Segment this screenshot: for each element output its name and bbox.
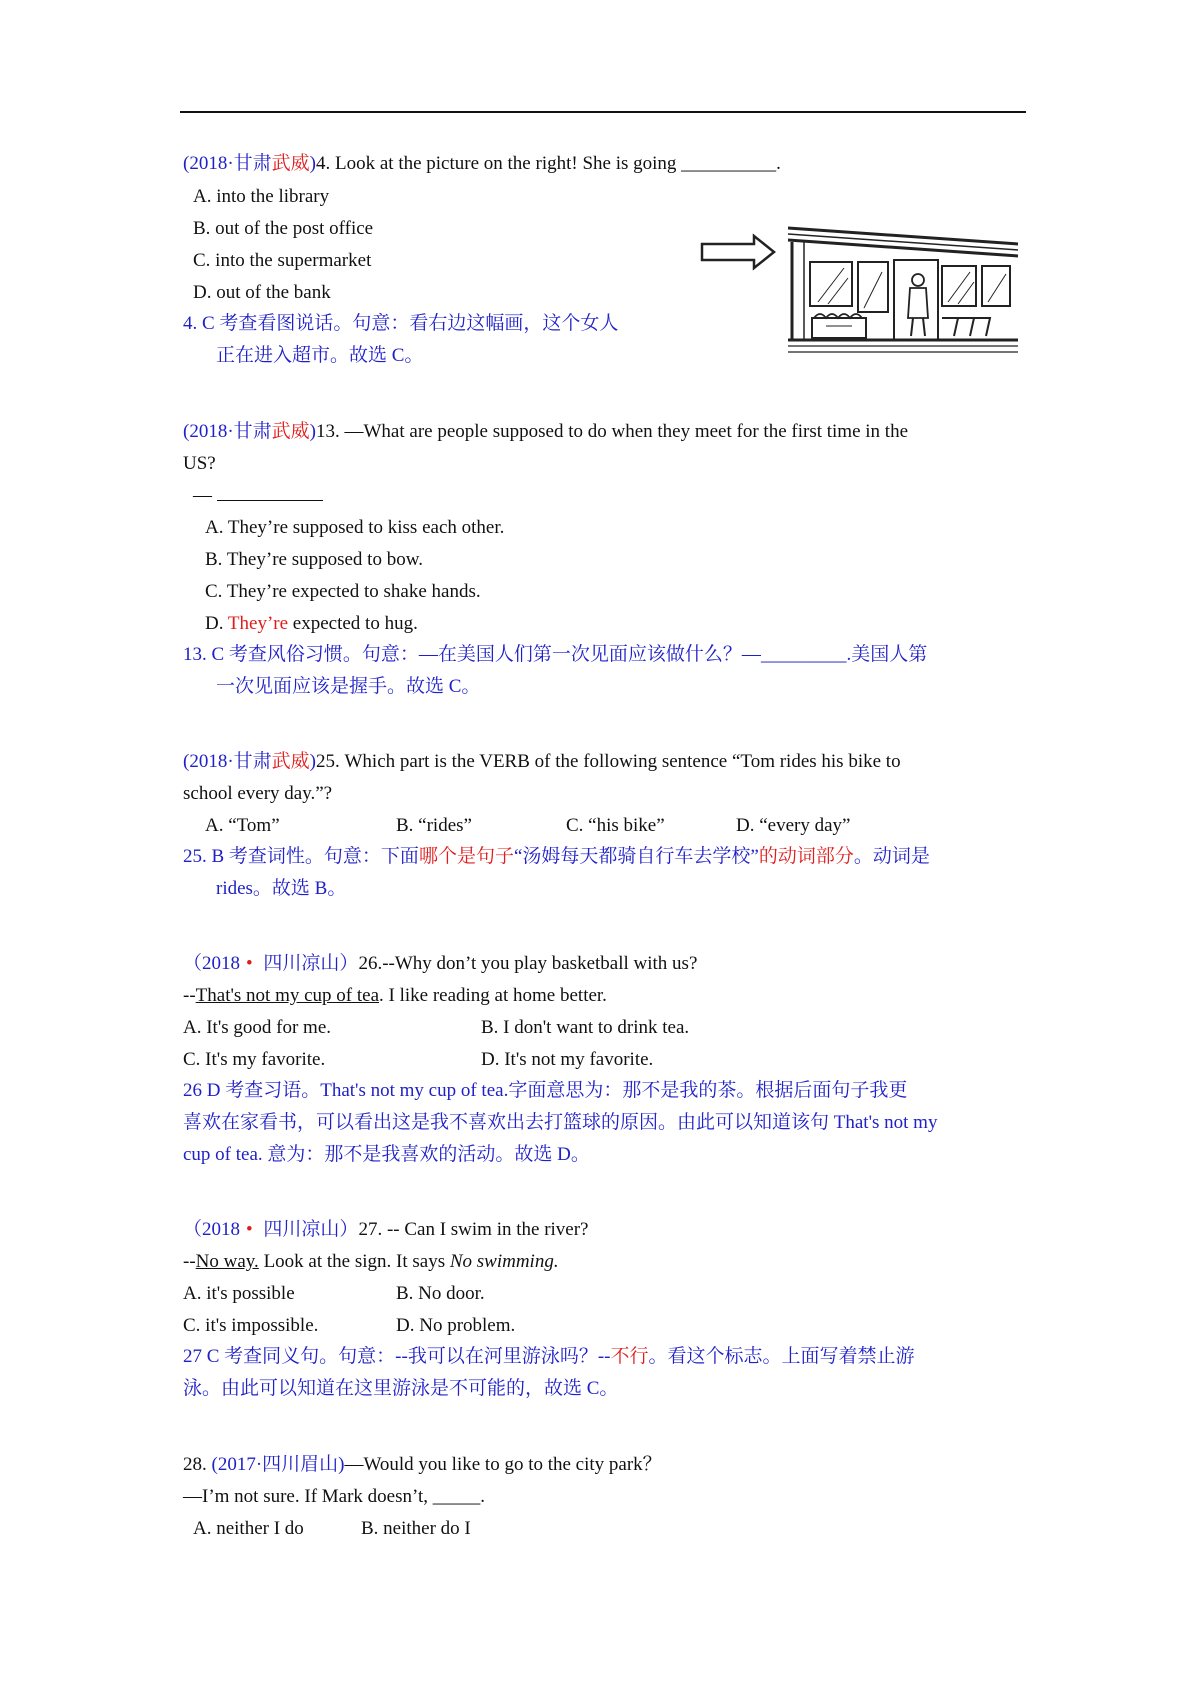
- q26-option-a: A. It's good for me.: [183, 1017, 332, 1038]
- q4-answer-line-1: 4. C 考查看图说话。句意：看右边这幅画，这个女人: [183, 313, 619, 334]
- q4-option-c: C. into the supermarket: [193, 250, 372, 271]
- q27-option-b: B. No door.: [396, 1283, 485, 1304]
- header-rule: [180, 111, 1026, 113]
- q25-option-b: B. “rides”: [396, 815, 472, 836]
- q26-answer-line-2: 喜欢在家看书，可以看出这是我不喜欢出去打篮球的原因。由此可以知道该句 That's not my: [183, 1112, 938, 1133]
- q13-option-a: A. They’re supposed to kiss each other.: [205, 517, 505, 538]
- q26-answer-line-1: 26 D 考查习语。That's not my cup of tea.字面意思为：那不是我的茶。根据后面句子我更: [183, 1080, 908, 1101]
- q26-option-c: C. It's my favorite.: [183, 1049, 326, 1070]
- q4-option-b: B. out of the post office: [193, 218, 374, 239]
- q13-option-b: B. They’re supposed to bow.: [205, 549, 423, 570]
- q13-response-blank: —: [193, 484, 323, 508]
- q25-option-d: D. “every day”: [736, 815, 851, 836]
- q4-option-d: D. out of the bank: [193, 282, 331, 303]
- q27-option-c: C. it's impossible.: [183, 1315, 319, 1336]
- q27-answer-line-1: 27 C 考查同义句。句意：--我可以在河里游泳吗？--不行。看这个标志。上面写着禁止游: [183, 1346, 915, 1367]
- q26-option-d: D. It's not my favorite.: [481, 1049, 654, 1070]
- q13-stem-line-2: US?: [183, 453, 216, 474]
- q13-option-c: C. They’re expected to shake hands.: [205, 581, 481, 602]
- q26-stem: （2018 • 四川凉山）26.--Why don’t you play basketball with us?: [183, 953, 698, 974]
- q25-option-a: A. “Tom”: [205, 815, 280, 836]
- q13-option-d: D. They’re expected to hug.: [205, 613, 418, 634]
- q4-answer-line-2: 正在进入超市。故选 C。: [216, 345, 424, 366]
- q27-reply: --No way. Look at the sign. It says No swimming.: [183, 1251, 559, 1272]
- q26-answer-line-3: cup of tea. 意为：那不是我喜欢的活动。故选 D。: [183, 1144, 590, 1165]
- q26-reply: --That's not my cup of tea. I like reading at home better.: [183, 985, 607, 1006]
- q25-stem-line-1: (2018·甘肃武威)25. Which part is the VERB of the following sentence “Tom rides his bike to: [183, 751, 901, 772]
- q28-stem: 28. (2017·四川眉山)—Would you like to go to the city park？: [183, 1454, 662, 1475]
- q13-stem-line-1: (2018·甘肃武威)13. —What are people supposed to do when they meet for the first time in the: [183, 421, 909, 442]
- q28-option-a: A. neither I do: [193, 1518, 304, 1539]
- q25-answer-line-1: 25. B 考查词性。句意：下面哪个是句子“汤姆每天都骑自行车去学校”的动词部分。动词是: [183, 846, 930, 867]
- q4-option-a: A. into the library: [193, 186, 330, 207]
- q27-option-d: D. No problem.: [396, 1315, 516, 1336]
- q27-option-a: A. it's possible: [183, 1283, 295, 1304]
- q13-answer-line-1: 13. C 考查风俗习惯。句意：—在美国人们第一次见面应该做什么？—_________.美国人第: [183, 644, 928, 665]
- q26-option-b: B. I don't want to drink tea.: [481, 1017, 690, 1038]
- q28-option-b: B. neither do I: [361, 1518, 471, 1539]
- q27-stem: （2018 • 四川凉山）27. -- Can I swim in the river?: [183, 1219, 589, 1240]
- shop-doorway-illustration: [696, 222, 1026, 358]
- q25-answer-line-2: rides。故选 B。: [216, 878, 347, 899]
- q13-answer-line-2: 一次见面应该是握手。故选 C。: [216, 676, 481, 697]
- q4-stem: (2018·甘肃武威)4. Look at the picture on the right! She is going __________.: [183, 153, 781, 174]
- q25-stem-line-2: school every day.”?: [183, 783, 333, 804]
- q28-reply: —I’m not sure. If Mark doesn’t, _____.: [183, 1486, 486, 1507]
- q27-answer-line-2: 泳。由此可以知道在这里游泳是不可能的，故选 C。: [183, 1378, 619, 1399]
- q25-option-c: C. “his bike”: [566, 815, 665, 836]
